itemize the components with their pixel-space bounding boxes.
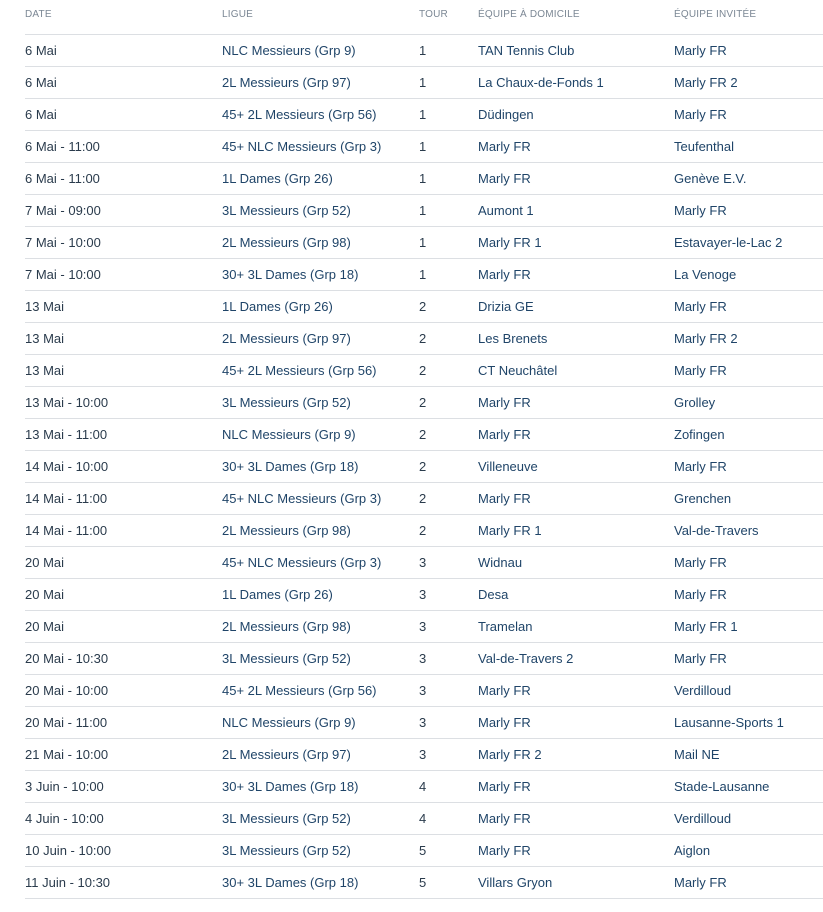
league-link[interactable]: 2L Messieurs (Grp 97)	[222, 322, 419, 354]
away-team-link[interactable]: Marly FR	[674, 194, 823, 226]
away-team-link[interactable]: Estavayer-le-Lac 2	[674, 226, 823, 258]
away-team-link[interactable]: Marly FR 2	[674, 322, 823, 354]
table-row	[25, 258, 823, 290]
column-header-league: LIGUE	[222, 0, 419, 34]
match-round: 1	[419, 194, 478, 226]
match-round: 1	[419, 258, 478, 290]
table-row	[25, 546, 823, 578]
match-round: 1	[419, 226, 478, 258]
home-team-link[interactable]: Marly FR	[478, 258, 674, 290]
league-link[interactable]: 1L Dames (Grp 26)	[222, 578, 419, 610]
away-team-link[interactable]: Verdilloud	[674, 802, 823, 834]
home-team-link[interactable]: Tramelan	[478, 610, 674, 642]
schedule-table	[25, 0, 823, 899]
away-team-link[interactable]: Genève E.V.	[674, 162, 823, 194]
match-round: 3	[419, 706, 478, 738]
match-date: 7 Mai - 09:00	[25, 194, 222, 226]
table-row	[25, 162, 823, 194]
home-team-link[interactable]: TAN Tennis Club	[478, 34, 674, 66]
league-link[interactable]: 45+ 2L Messieurs (Grp 56)	[222, 354, 419, 386]
match-date: 4 Juin - 10:00	[25, 802, 222, 834]
home-team-link[interactable]: Villeneuve	[478, 450, 674, 482]
table-row	[25, 674, 823, 706]
table-row	[25, 386, 823, 418]
table-row	[25, 322, 823, 354]
home-team-link[interactable]: Aumont 1	[478, 194, 674, 226]
home-team-link[interactable]: Villars Gryon	[478, 866, 674, 898]
table-row	[25, 130, 823, 162]
match-date: 11 Juin - 10:30	[25, 866, 222, 898]
column-header-away-team: ÉQUIPE INVITÉE	[674, 0, 823, 34]
column-header-home-team: ÉQUIPE À DOMICILE	[478, 0, 674, 34]
league-link[interactable]: 2L Messieurs (Grp 97)	[222, 738, 419, 770]
match-date: 6 Mai	[25, 66, 222, 98]
league-link[interactable]: 2L Messieurs (Grp 98)	[222, 226, 419, 258]
match-date: 6 Mai - 11:00	[25, 162, 222, 194]
match-round: 3	[419, 674, 478, 706]
match-date: 13 Mai	[25, 290, 222, 322]
league-link[interactable]: 45+ 2L Messieurs (Grp 56)	[222, 674, 419, 706]
home-team-link[interactable]: Desa	[478, 578, 674, 610]
home-team-link[interactable]: Marly FR	[478, 130, 674, 162]
league-link[interactable]: 1L Dames (Grp 26)	[222, 290, 419, 322]
match-round: 2	[419, 386, 478, 418]
home-team-link[interactable]: Marly FR	[478, 706, 674, 738]
league-link[interactable]: 3L Messieurs (Grp 52)	[222, 386, 419, 418]
away-team-link[interactable]: Teufenthal	[674, 130, 823, 162]
league-link[interactable]: 3L Messieurs (Grp 52)	[222, 194, 419, 226]
home-team-link[interactable]: Les Brenets	[478, 322, 674, 354]
match-round: 5	[419, 866, 478, 898]
league-link[interactable]: 45+ NLC Messieurs (Grp 3)	[222, 130, 419, 162]
table-row	[25, 450, 823, 482]
away-team-link[interactable]: Marly FR	[674, 290, 823, 322]
match-date: 20 Mai - 10:30	[25, 642, 222, 674]
home-team-link[interactable]: Marly FR 2	[478, 738, 674, 770]
table-row	[25, 66, 823, 98]
league-link[interactable]: 30+ 3L Dames (Grp 18)	[222, 450, 419, 482]
match-date: 6 Mai	[25, 34, 222, 66]
table-row	[25, 514, 823, 546]
home-team-link[interactable]: Marly FR	[478, 770, 674, 802]
home-team-link[interactable]: Drizia GE	[478, 290, 674, 322]
table-row	[25, 834, 823, 866]
match-date: 3 Juin - 10:00	[25, 770, 222, 802]
match-date: 14 Mai - 10:00	[25, 450, 222, 482]
table-row	[25, 194, 823, 226]
league-link[interactable]: 2L Messieurs (Grp 97)	[222, 66, 419, 98]
league-link[interactable]: NLC Messieurs (Grp 9)	[222, 418, 419, 450]
home-team-link[interactable]: Marly FR	[478, 162, 674, 194]
away-team-link[interactable]: Marly FR	[674, 354, 823, 386]
league-link[interactable]: 3L Messieurs (Grp 52)	[222, 834, 419, 866]
match-date: 14 Mai - 11:00	[25, 482, 222, 514]
home-team-link[interactable]: Marly FR 1	[478, 226, 674, 258]
match-date: 7 Mai - 10:00	[25, 226, 222, 258]
league-link[interactable]: 45+ NLC Messieurs (Grp 3)	[222, 546, 419, 578]
match-round: 4	[419, 770, 478, 802]
league-link[interactable]: 30+ 3L Dames (Grp 18)	[222, 770, 419, 802]
table-row	[25, 706, 823, 738]
away-team-link[interactable]: Zofingen	[674, 418, 823, 450]
away-team-link[interactable]: Lausanne-Sports 1	[674, 706, 823, 738]
match-date: 20 Mai	[25, 546, 222, 578]
match-round: 1	[419, 98, 478, 130]
away-team-link[interactable]: Aiglon	[674, 834, 823, 866]
league-link[interactable]: 3L Messieurs (Grp 52)	[222, 642, 419, 674]
match-round: 1	[419, 130, 478, 162]
league-link[interactable]: 1L Dames (Grp 26)	[222, 162, 419, 194]
column-header-date: DATE	[25, 0, 222, 34]
home-team-link[interactable]: Marly FR 1	[478, 514, 674, 546]
schedule-table-body	[25, 34, 823, 898]
league-link[interactable]: 45+ NLC Messieurs (Grp 3)	[222, 482, 419, 514]
match-round: 4	[419, 802, 478, 834]
league-link[interactable]: 2L Messieurs (Grp 98)	[222, 610, 419, 642]
away-team-link[interactable]: Marly FR	[674, 98, 823, 130]
home-team-link[interactable]: La Chaux-de-Fonds 1	[478, 66, 674, 98]
header-row	[25, 0, 823, 34]
league-link[interactable]: NLC Messieurs (Grp 9)	[222, 706, 419, 738]
match-date: 6 Mai	[25, 98, 222, 130]
match-round: 5	[419, 834, 478, 866]
match-round: 1	[419, 162, 478, 194]
table-row	[25, 34, 823, 66]
away-team-link[interactable]: Stade-Lausanne	[674, 770, 823, 802]
column-header-round: TOUR	[419, 0, 478, 34]
away-team-link[interactable]: Marly FR	[674, 866, 823, 898]
match-date: 14 Mai - 11:00	[25, 514, 222, 546]
home-team-link[interactable]: Marly FR	[478, 386, 674, 418]
match-round: 2	[419, 450, 478, 482]
match-round: 3	[419, 610, 478, 642]
table-row	[25, 738, 823, 770]
match-round: 2	[419, 514, 478, 546]
match-round: 2	[419, 482, 478, 514]
match-schedule	[25, 0, 823, 899]
match-round: 1	[419, 66, 478, 98]
away-team-link[interactable]: La Venoge	[674, 258, 823, 290]
match-round: 1	[419, 34, 478, 66]
table-row	[25, 418, 823, 450]
schedule-table-header	[25, 0, 823, 34]
match-date: 20 Mai	[25, 610, 222, 642]
table-row	[25, 290, 823, 322]
match-date: 10 Juin - 10:00	[25, 834, 222, 866]
table-row	[25, 866, 823, 898]
league-link[interactable]: 30+ 3L Dames (Grp 18)	[222, 258, 419, 290]
home-team-link[interactable]: Düdingen	[478, 98, 674, 130]
league-link[interactable]: 30+ 3L Dames (Grp 18)	[222, 866, 419, 898]
away-team-link[interactable]: Val-de-Travers	[674, 514, 823, 546]
match-round: 2	[419, 354, 478, 386]
match-date: 13 Mai - 10:00	[25, 386, 222, 418]
league-link[interactable]: 2L Messieurs (Grp 98)	[222, 514, 419, 546]
table-row	[25, 578, 823, 610]
match-date: 13 Mai	[25, 322, 222, 354]
league-link[interactable]: 45+ 2L Messieurs (Grp 56)	[222, 98, 419, 130]
away-team-link[interactable]: Verdilloud	[674, 674, 823, 706]
away-team-link[interactable]: Marly FR	[674, 34, 823, 66]
away-team-link[interactable]: Marly FR	[674, 642, 823, 674]
home-team-link[interactable]: Marly FR	[478, 482, 674, 514]
home-team-link[interactable]: Marly FR	[478, 674, 674, 706]
home-team-link[interactable]: Marly FR	[478, 802, 674, 834]
match-round: 2	[419, 290, 478, 322]
away-team-link[interactable]: Grenchen	[674, 482, 823, 514]
match-date: 20 Mai - 11:00	[25, 706, 222, 738]
away-team-link[interactable]: Marly FR 1	[674, 610, 823, 642]
match-round: 3	[419, 738, 478, 770]
home-team-link[interactable]: Marly FR	[478, 834, 674, 866]
away-team-link[interactable]: Marly FR	[674, 450, 823, 482]
match-date: 7 Mai - 10:00	[25, 258, 222, 290]
match-round: 2	[419, 322, 478, 354]
league-link[interactable]: NLC Messieurs (Grp 9)	[222, 34, 419, 66]
match-date: 6 Mai - 11:00	[25, 130, 222, 162]
away-team-link[interactable]: Grolley	[674, 386, 823, 418]
match-date: 20 Mai - 10:00	[25, 674, 222, 706]
table-row	[25, 354, 823, 386]
match-date: 13 Mai - 11:00	[25, 418, 222, 450]
away-team-link[interactable]: Marly FR	[674, 546, 823, 578]
away-team-link[interactable]: Mail NE	[674, 738, 823, 770]
away-team-link[interactable]: Marly FR	[674, 578, 823, 610]
home-team-link[interactable]: Widnau	[478, 546, 674, 578]
home-team-link[interactable]: Marly FR	[478, 418, 674, 450]
table-row	[25, 610, 823, 642]
match-round: 2	[419, 418, 478, 450]
away-team-link[interactable]: Marly FR 2	[674, 66, 823, 98]
table-row	[25, 770, 823, 802]
home-team-link[interactable]: Val-de-Travers 2	[478, 642, 674, 674]
home-team-link[interactable]: CT Neuchâtel	[478, 354, 674, 386]
table-row	[25, 802, 823, 834]
league-link[interactable]: 3L Messieurs (Grp 52)	[222, 802, 419, 834]
match-date: 21 Mai - 10:00	[25, 738, 222, 770]
table-row	[25, 226, 823, 258]
match-round: 3	[419, 642, 478, 674]
table-row	[25, 642, 823, 674]
match-date: 13 Mai	[25, 354, 222, 386]
match-round: 3	[419, 546, 478, 578]
table-row	[25, 98, 823, 130]
match-round: 3	[419, 578, 478, 610]
match-date: 20 Mai	[25, 578, 222, 610]
table-row	[25, 482, 823, 514]
